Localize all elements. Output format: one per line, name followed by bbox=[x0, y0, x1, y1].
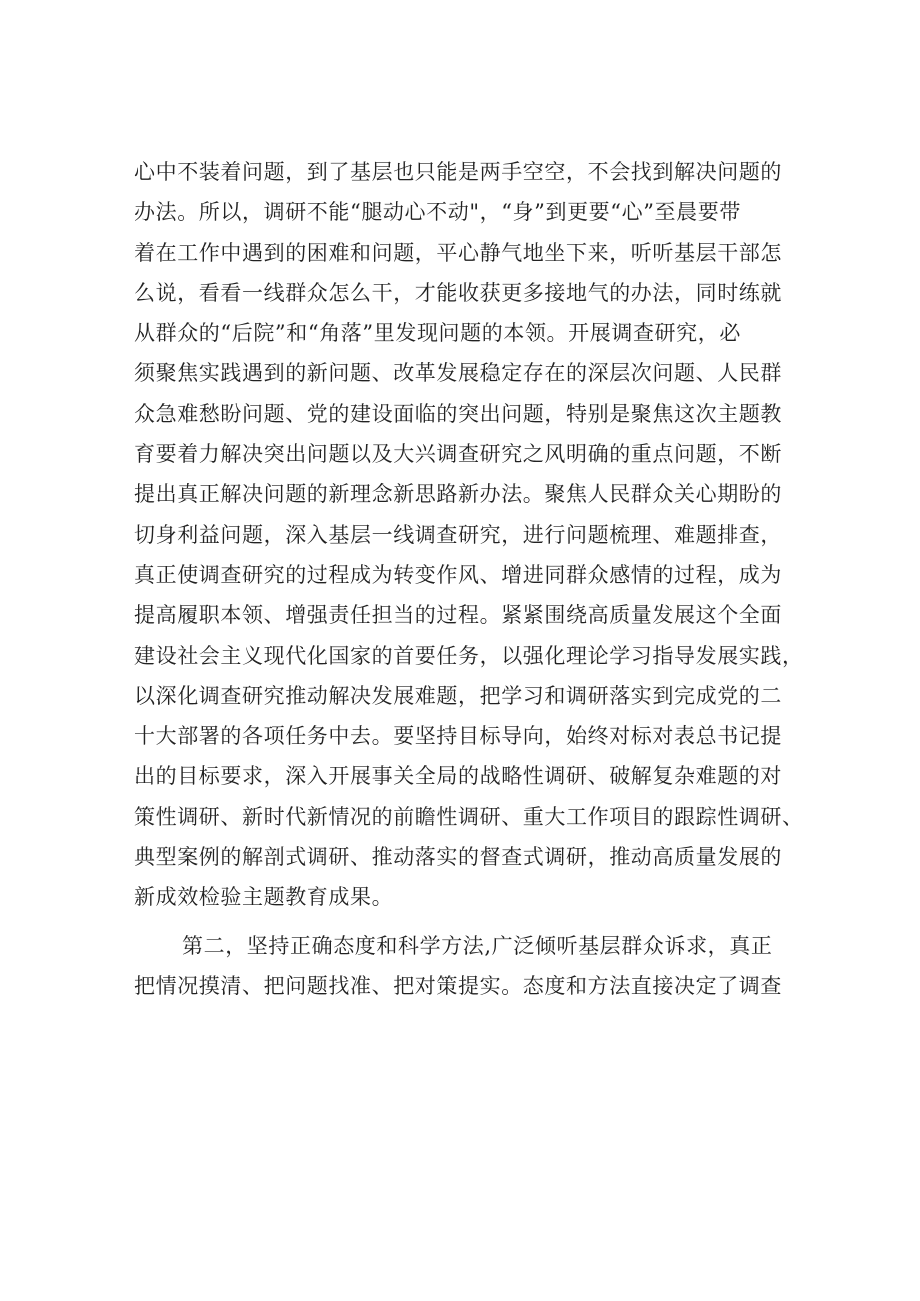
text-line: 切身利益问题，深入基层一线调查研究，进行问题梳理、难题排查， bbox=[134, 522, 782, 547]
body-text bbox=[134, 152, 804, 1006]
text-line: 新成效检验主题教育成果。 bbox=[134, 885, 394, 910]
text-line: 典型案例的解剖式调研、推动落实的督查式调研，推动高质量发展的 bbox=[134, 845, 782, 870]
text-line: 真正使调查研究的过程成为转变作风、增进同群众感情的过程，成为 bbox=[134, 562, 782, 587]
text-line: 育要着力解决突出问题以及大兴调查研究之风明确的重点问题，不断 bbox=[134, 442, 782, 467]
text-line: 以深化调查研究推动解决发展难题，把学习和调研落实到完成党的二 bbox=[134, 683, 782, 708]
paragraph-2 bbox=[134, 926, 804, 1007]
text-line: 众急难愁盼问题、党的建设面临的突出问题，特别是聚焦这次主题教 bbox=[134, 401, 782, 426]
text-line: 第二，坚持正确态度和科学方法,广泛倾听基层群众诉求，真正 bbox=[182, 933, 773, 958]
text-line: 策性调研、新时代新情况的前瞻性调研、重大工作项目的跟踪性调研、 bbox=[134, 804, 804, 829]
text-line: 心中不装着问题，到了基层也只能是两手空空，不会找到解决问题的 bbox=[134, 160, 782, 184]
text-line: 么说，看看一线群众怎么干，才能收获更多接地气的办法，同时练就 bbox=[134, 280, 782, 305]
text-line: 把情况摸清、把问题找准、把对策提实。态度和方法直接决定了调查 bbox=[134, 973, 782, 998]
text-line: 十大部署的各项任务中去。要坚持目标导向，始终对标对表总书记提 bbox=[134, 724, 782, 749]
text-line: 着在工作中遇到的困难和问题，平心静气地坐下来，听听基层干部怎 bbox=[134, 240, 782, 265]
text-line: 办法。所以，调研不能“腿动心不动"，“身”到更要“心”至晨要带 bbox=[134, 200, 741, 225]
paragraph-1 bbox=[134, 152, 804, 918]
text-line: 出的目标要求，深入开展事关全局的战略性调研、破解复杂难题的对 bbox=[134, 764, 782, 789]
text-line: 须聚焦实践遇到的新问题、改革发展稳定存在的深层次问题、人民群 bbox=[134, 361, 782, 386]
text-line: 建设社会主义现代化国家的首要任务，以强化理论学习指导发展实践， bbox=[134, 643, 804, 668]
paragraph-spacer bbox=[134, 918, 804, 926]
text-line: 从群众的“后院”和“角落”里发现问题的本领。开展调查研究，必 bbox=[134, 321, 741, 346]
text-line: 提高履职本领、增强责任担当的过程。紧紧围绕高质量发展这个全面 bbox=[134, 603, 782, 628]
text-line: 提出真正解决问题的新理念新思路新办法。聚焦人民群众关心期盼的 bbox=[134, 482, 782, 507]
